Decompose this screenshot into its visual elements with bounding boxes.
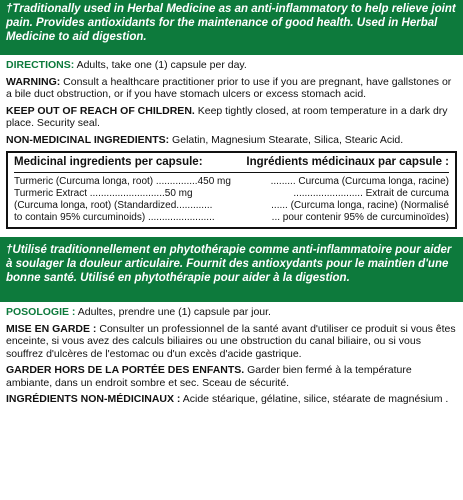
directions-section: [0, 59, 463, 72]
non-medicinal-text: Gelatin, Magnesium Stearate, Silica, Stearic Acid.: [169, 133, 404, 146]
keep-out-section: [0, 105, 463, 130]
posologie-section: [0, 306, 463, 319]
warning-label: WARNING:: [6, 75, 61, 88]
posologie-text: Adultes, prendre une (1) capsule par jour.: [75, 306, 271, 318]
med-row: [14, 212, 449, 224]
mise-en-garde-text: Consulter un professionnel de la santé avant d'utiliser ce produit si vous êtes enceinte, si vous avez des calculs biliaires ou une obstruction du canal biliaire, ou si vous souffrez d'ulcères de l'estomac ou d'un excès d'acide gastrique.: [6, 322, 456, 360]
med-row-2-left: Turmeric Extract ...........................50 mg: [14, 188, 193, 199]
garder-text: Garder bien fermé à la température ambiante, dans un endroit sombre et sec. Sceau de sécurité.: [6, 364, 412, 389]
med-row-1-left: Turmeric (Curcuma longa, root) ...............450 mg: [14, 176, 231, 187]
non-medicinal-fr-section: [0, 393, 463, 406]
med-row-1-right: ......... Curcuma (Curcuma longa, racine): [270, 176, 449, 187]
non-medicinal-fr-text: Acide stéarique, gélatine, silice, stéarate de magnésium .: [180, 393, 449, 405]
non-medicinal-label: NON-MEDICINAL INGREDIENTS:: [6, 133, 170, 146]
english-claims-banner: †Traditionally used in Herbal Medicine as an anti-inflammatory to help relieve joint pain. Provides antioxidants for the maintenance of good health. Used in Herbal Medicine to aid digestion.: [0, 0, 463, 55]
posologie-label: POSOLOGIE :: [6, 306, 76, 318]
non-medicinal-fr-label: INGRÉDIENTS NON-MÉDICINAUX :: [6, 393, 181, 405]
keep-out-label: KEEP OUT OF REACH OF CHILDREN.: [6, 104, 195, 117]
keep-out-text: Keep tightly closed, at room temperature in a dark dry place. Security seal.: [6, 104, 448, 129]
non-medicinal-section: [0, 134, 463, 147]
warning-section: [0, 76, 463, 101]
medicinal-ingredients-table: [6, 151, 457, 229]
med-row: [14, 176, 449, 188]
mise-en-garde-label: MISE EN GARDE :: [6, 322, 97, 335]
med-row-4-left: to contain 95% curcuminoids) ........................: [14, 212, 215, 223]
warning-text: Consult a healthcare practitioner prior to use if you are pregnant, have gallstones or a bile duct obstruction, or if you have stomach ulcers or excess stomach acid.: [6, 75, 452, 100]
med-table-header: [14, 156, 449, 173]
med-head-fr: Ingrédients médicinaux par capsule :: [246, 156, 449, 168]
directions-label: DIRECTIONS:: [6, 59, 75, 71]
mise-en-garde-section: [0, 323, 463, 361]
med-row: [14, 188, 449, 200]
med-row-3-left: (Curcuma longa, root) (Standardized.............: [14, 200, 213, 211]
garder-section: [0, 364, 463, 389]
med-row-3-right: ...... (Curcuma longa, racine) (Normalisé: [271, 200, 449, 211]
french-claims-banner: †Utilisé traditionnellement en phytothérapie comme anti-inflammatoire pour aider à soulager la douleur articulaire. Fournit des antioxydants pour le maintien d'une bonne santé. Utilisé en phytothérapie pour aider à la digestion.: [0, 237, 463, 302]
med-row-4-right: ... pour contenir 95% de curcuminoïdes): [271, 212, 449, 223]
med-row-2-right: ......................... Extrait de curcuma: [293, 188, 449, 199]
med-head-en: Medicinal ingredients per capsule:: [14, 156, 203, 168]
directions-text: Adults, take one (1) capsule per day.: [74, 59, 247, 71]
garder-label: GARDER HORS DE LA PORTÉE DES ENFANTS.: [6, 364, 245, 376]
med-row: [14, 200, 449, 212]
